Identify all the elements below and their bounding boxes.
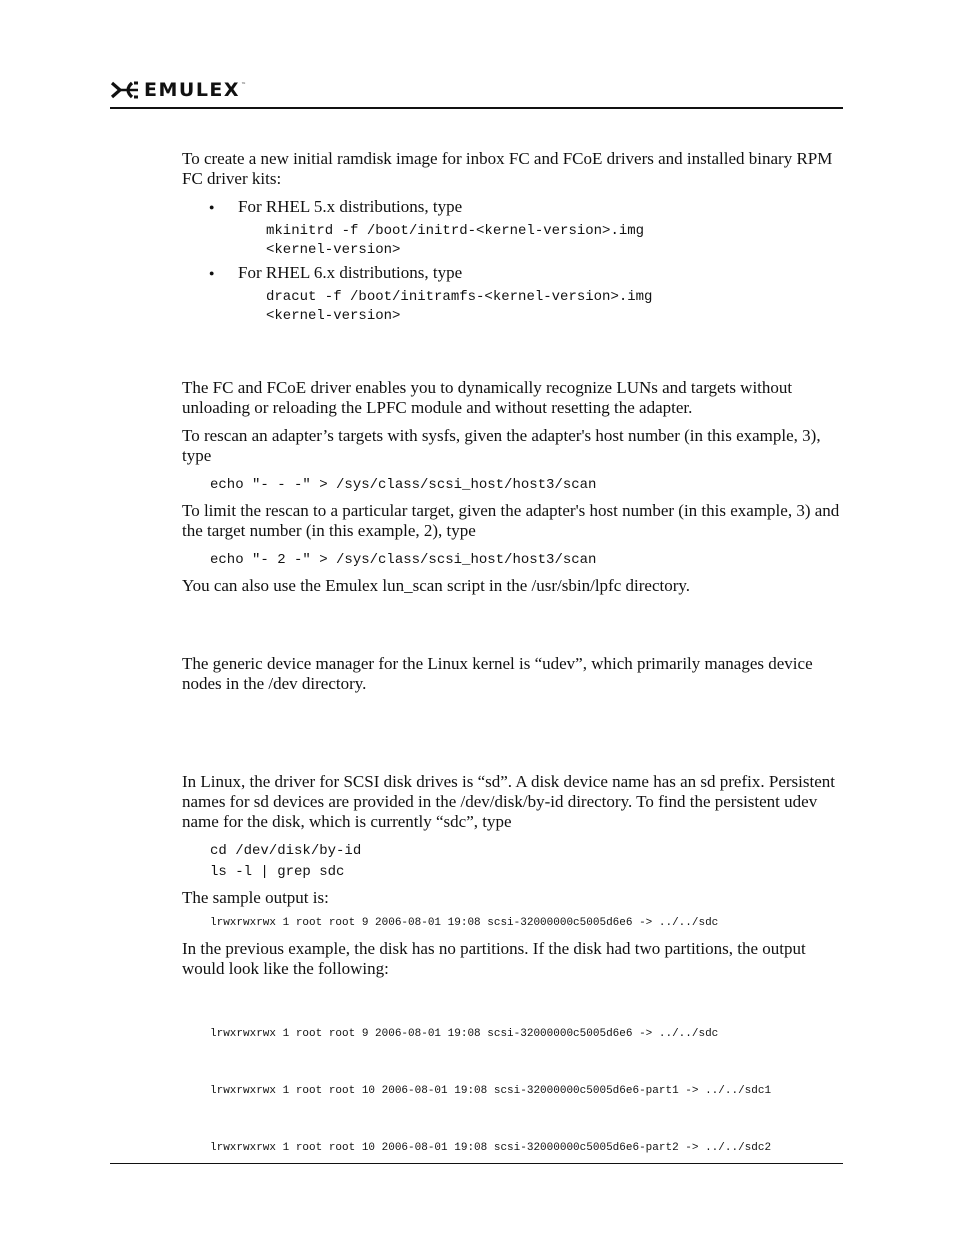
bullet-rhel5: ● For RHEL 5.x distributions, type xyxy=(182,197,847,217)
bullet-rhel6: ● For RHEL 6.x distributions, type xyxy=(182,263,847,283)
sample-output: lrwxrwxrwx 1 root root 9 2006-08-01 19:08 scsi-32000000c5005d6e6 -> ../../sdc xyxy=(210,917,719,929)
code-cd: cd /dev/disk/by-id xyxy=(210,843,362,859)
page-body xyxy=(182,149,847,1202)
footer-rule xyxy=(110,1163,843,1164)
partition-output-line: lrwxrwxrwx 1 root root 10 2006-08-01 19:08 scsi-32000000c5005d6e6-part2 -> ../../sdc2 xyxy=(210,1142,772,1154)
ramdisk-intro: To create a new initial ramdisk image for inbox FC and FCoE drivers and installed binary RPM FC driver kits: xyxy=(182,149,833,188)
udev-intro: The generic device manager for the Linux kernel is “udev”, which primarily manages device nodes in the /dev directory. xyxy=(182,654,813,693)
emulex-logo-icon xyxy=(110,81,140,99)
code-ls: ls -l | grep sdc xyxy=(210,864,345,880)
rescan-target-text: To limit the rescan to a particular target, given the adapter's host number (in this example, 3) and the target number (in this example, 2), type xyxy=(182,501,840,540)
code-dracut: dracut -f /boot/initramfs-<kernel-version>.img <kernel-version> xyxy=(266,289,653,324)
rescan-intro: The FC and FCoE driver enables you to dynamically recognize LUNs and targets without unloading or reloading the LPFC module and without resetting the adapter. xyxy=(182,378,793,417)
emulex-logo xyxy=(110,79,246,101)
code-rescan-target: echo "- 2 -" > /sys/class/scsi_host/host3/scan xyxy=(210,552,597,568)
partitions-text: In the previous example, the disk has no partitions. If the disk had two partitions, the output would look like the following: xyxy=(182,939,806,978)
rescan-sysfs-text: To rescan an adapter’s targets with sysfs, given the adapter's host number (in this example, 3), type xyxy=(182,426,821,465)
partition-output xyxy=(182,987,847,1196)
partition-output-line: lrwxrwxrwx 1 root root 10 2006-08-01 19:08 scsi-32000000c5005d6e6-part1 -> ../../sdc1 xyxy=(210,1085,772,1097)
code-rescan-all: echo "- - -" > /sys/class/scsi_host/host3/scan xyxy=(210,477,597,493)
header-rule xyxy=(110,107,843,109)
logo-trademark: ™ xyxy=(241,82,247,88)
sample-output-label: The sample output is: xyxy=(182,888,329,907)
code-mkinitrd: mkinitrd -f /boot/initrd-<kernel-version>.img <kernel-version> xyxy=(266,223,645,258)
logo-wordmark: EMULEX xyxy=(144,79,241,101)
lun-scan-text: You can also use the Emulex lun_scan script in the /usr/sbin/lpfc directory. xyxy=(182,576,691,595)
persistent-intro: In Linux, the driver for SCSI disk drives is “sd”. A disk device name has an sd prefix. Persistent names for sd devices are provided in the /dev/disk/by-id directory. To find the persistent udev name for the disk, which is currently “sdc”, type xyxy=(182,772,835,831)
partition-output-line: lrwxrwxrwx 1 root root 9 2006-08-01 19:08 scsi-32000000c5005d6e6 -> ../../sdc xyxy=(210,1028,719,1040)
